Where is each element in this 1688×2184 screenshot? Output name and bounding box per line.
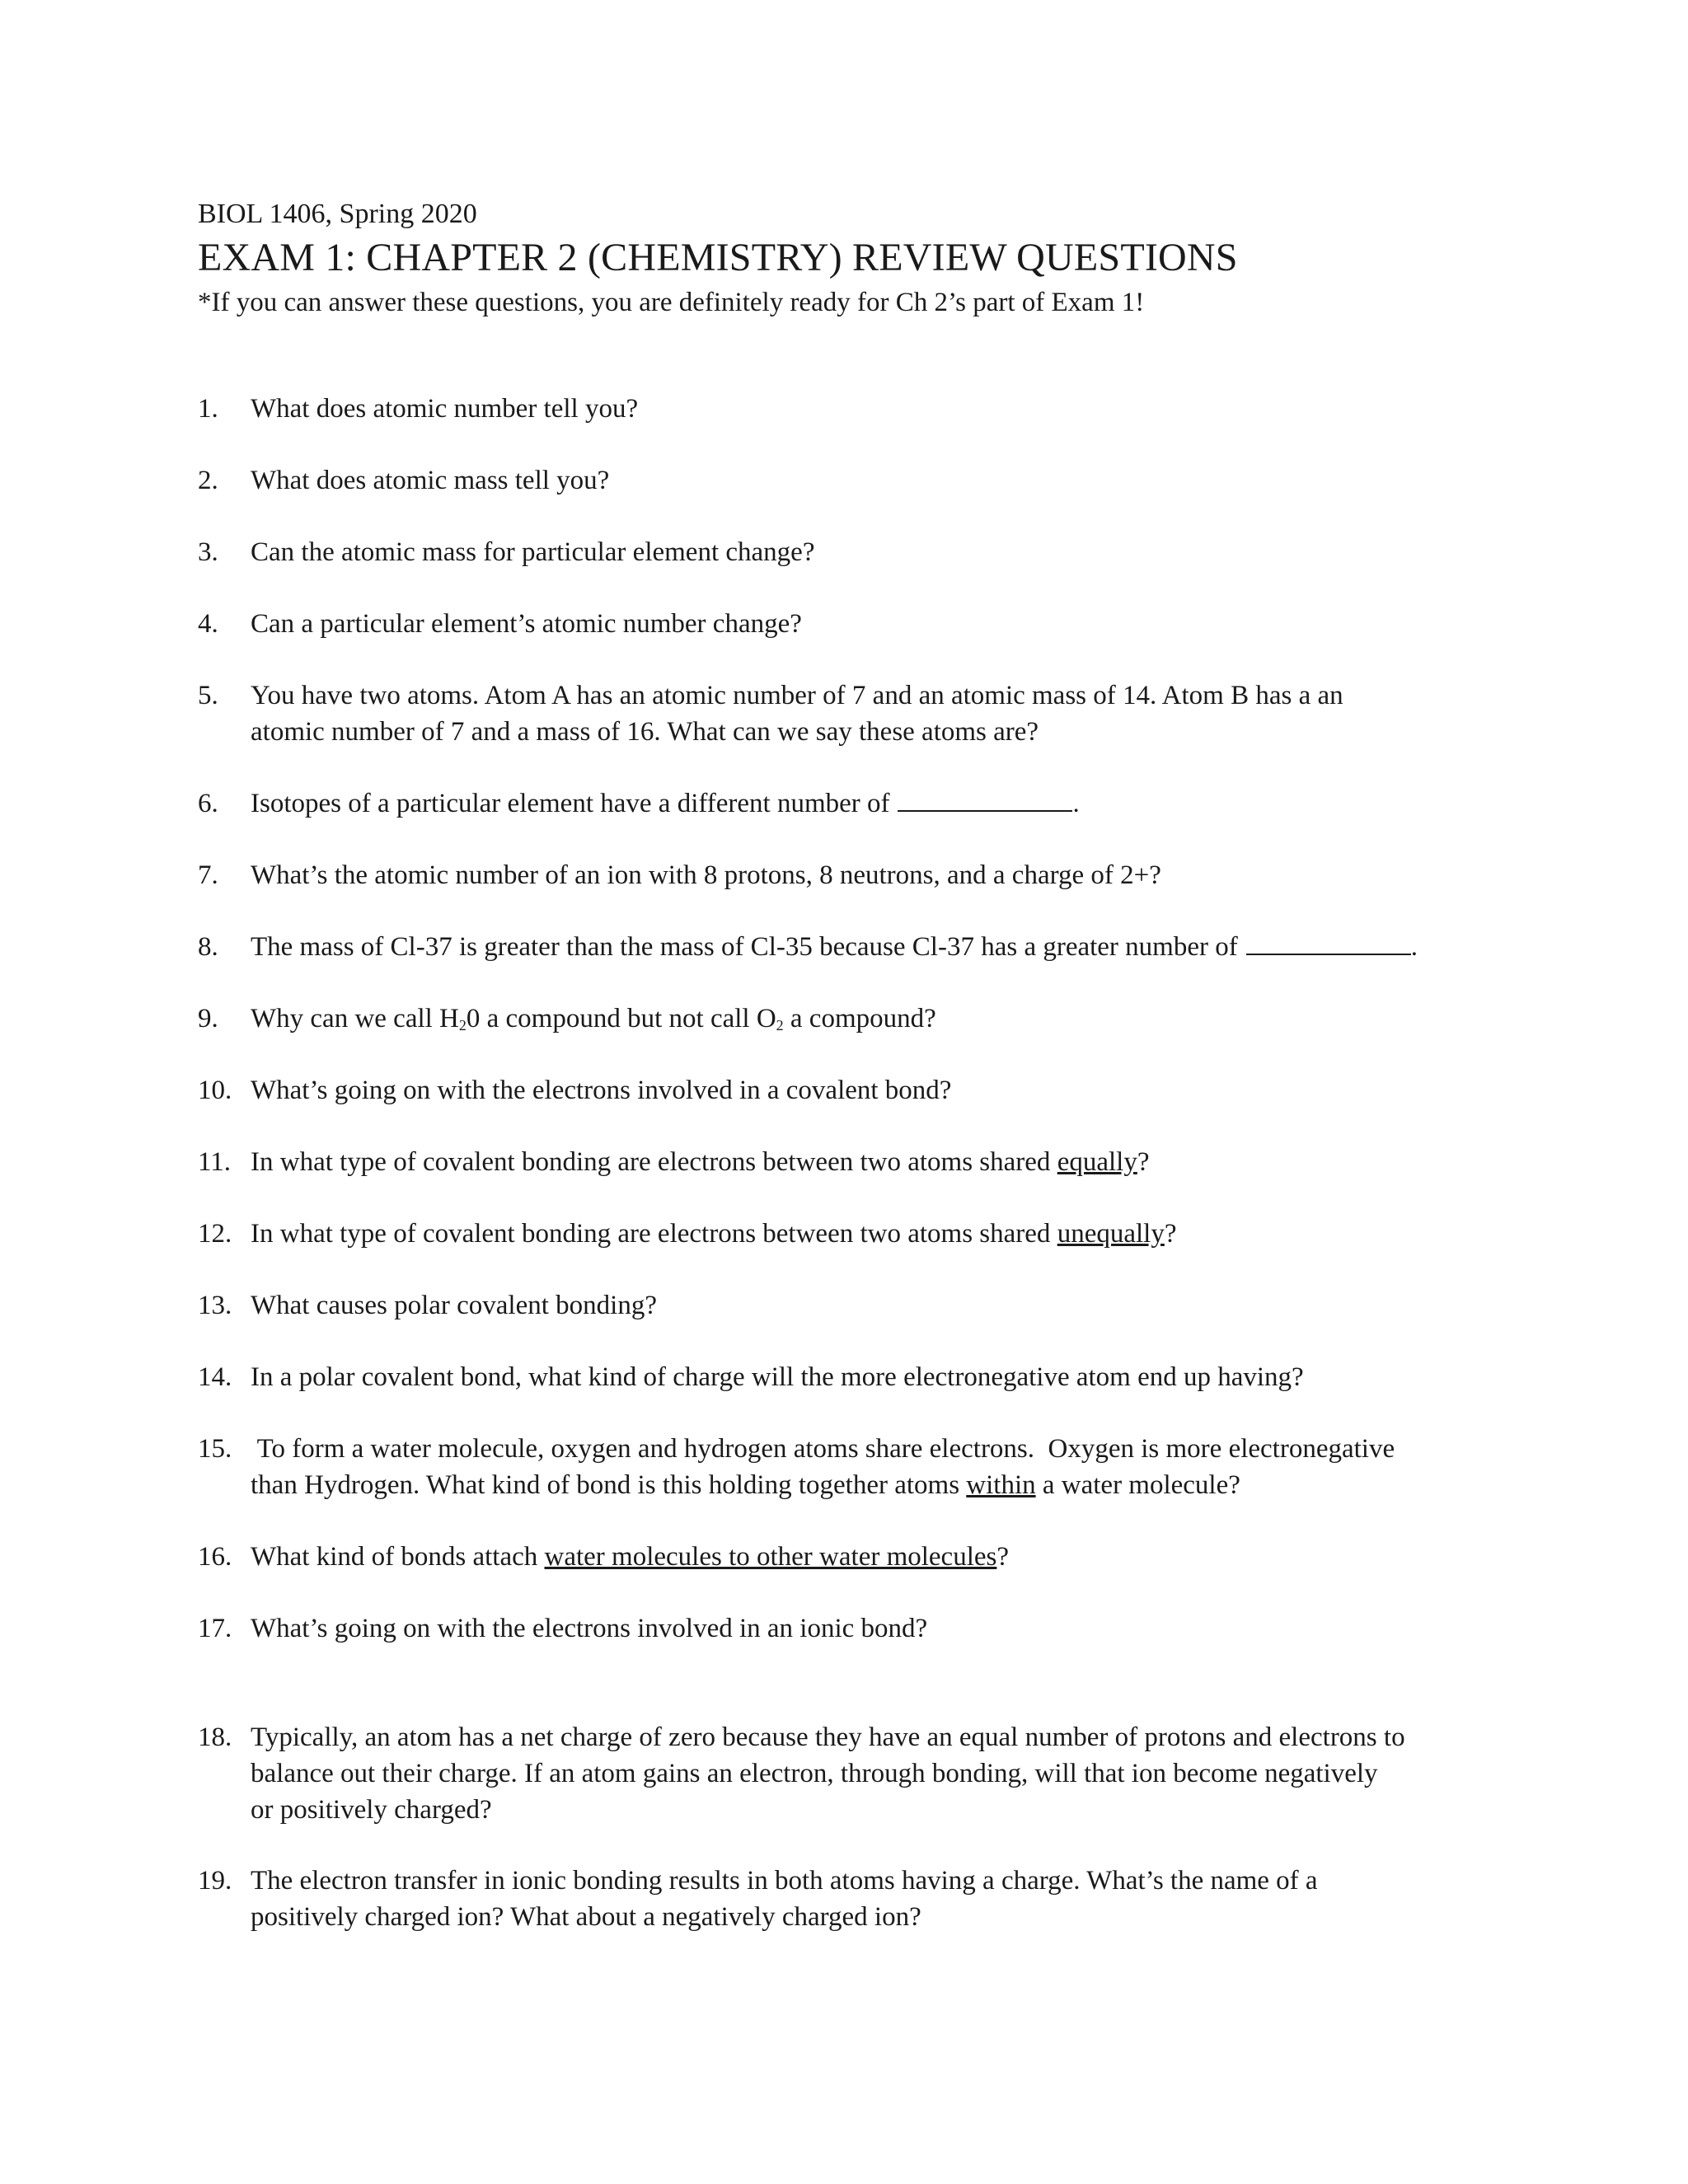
question-2 [198, 462, 1484, 499]
question-number: 18. [198, 1722, 232, 1752]
question-text [251, 1719, 1484, 1828]
underlined-term: water molecules to other water molecules [544, 1542, 997, 1572]
subscript: 2 [776, 1017, 784, 1033]
question-number: 6. [198, 789, 218, 818]
question-text-line [251, 1467, 1484, 1503]
question-text-part: Why can we call H [251, 1004, 459, 1033]
question-number: 15. [198, 1434, 232, 1464]
question-10 [198, 1072, 1484, 1108]
question-text: What’s going on with the electrons involved in a covalent bond? [251, 1076, 952, 1105]
question-text: What causes polar covalent bonding? [251, 1291, 657, 1320]
question-text-part: What kind of bonds attach [251, 1542, 545, 1572]
question-text-line: The electron transfer in ionic bonding results in both atoms having a charge. What’s the name of a [251, 1866, 1318, 1896]
question-3 [198, 534, 1484, 570]
question-text-part: 0 a compound but not call O [466, 1004, 776, 1033]
question-number: 17. [198, 1614, 232, 1643]
question-number: 2. [198, 466, 218, 495]
question-text: Can a particular element’s atomic number change? [251, 609, 802, 639]
question-text-end: ? [1164, 1219, 1177, 1249]
question-text-part: In what type of covalent bonding are electrons between two atoms shared [251, 1147, 1057, 1177]
question-16 [198, 1539, 1484, 1575]
question-text: What does atomic number tell you? [251, 394, 639, 424]
question-number: 5. [198, 681, 218, 710]
question-9 [198, 1001, 1484, 1043]
question-text: In a polar covalent bond, what kind of charge will the more electronegative atom end up having? [251, 1362, 1304, 1392]
question-text [251, 1001, 1484, 1043]
question-12 [198, 1216, 1484, 1252]
page-subtitle: *If you can answer these questions, you are definitely ready for Ch 2’s part of Exam 1! [198, 288, 1145, 317]
question-text [251, 785, 1484, 822]
question-number: 12. [198, 1219, 232, 1249]
question-number: 13. [198, 1291, 232, 1320]
question-6 [198, 785, 1484, 822]
question-number: 4. [198, 609, 218, 639]
question-18 [198, 1719, 1484, 1828]
question-text-part: than Hydrogen. What kind of bond is this holding together atoms [251, 1470, 967, 1500]
question-text [251, 929, 1484, 965]
question-text-end: . [1072, 789, 1080, 818]
question-text [251, 1863, 1484, 1935]
question-number: 14. [198, 1362, 232, 1392]
question-text: Can the atomic mass for particular element change? [251, 537, 815, 567]
question-text [251, 1144, 1484, 1180]
question-text-line: or positively charged? [251, 1795, 492, 1825]
underlined-term: within [966, 1470, 1036, 1500]
question-number: 10. [198, 1076, 232, 1105]
question-15 [198, 1431, 1484, 1503]
question-14 [198, 1359, 1484, 1395]
underlined-term: unequally [1057, 1219, 1165, 1249]
question-13 [198, 1287, 1484, 1324]
question-text: What’s going on with the electrons involved in an ionic bond? [251, 1614, 928, 1643]
question-text-line: positively charged ion? What about a negatively charged ion? [251, 1902, 921, 1932]
answer-blank[interactable] [898, 787, 1072, 812]
question-text-end: a water molecule? [1035, 1470, 1240, 1500]
question-text: What’s the atomic number of an ion with 8 protons, 8 neutrons, and a charge of 2+? [251, 860, 1161, 890]
question-text-part: In what type of covalent bonding are electrons between two atoms shared [251, 1219, 1057, 1249]
question-number: 16. [198, 1542, 232, 1572]
question-text-line: atomic number of 7 and a mass of 16. What can we say these atoms are? [251, 717, 1039, 747]
course-heading: BIOL 1406, Spring 2020 [198, 199, 477, 229]
question-number: 8. [198, 932, 218, 962]
question-5 [198, 677, 1484, 750]
subscript: 2 [458, 1017, 467, 1033]
question-text-end: . [1410, 932, 1418, 962]
question-8 [198, 929, 1484, 965]
question-11 [198, 1144, 1484, 1180]
question-text-line: To form a water molecule, oxygen and hydrogen atoms share electrons. Oxygen is more electronegative [251, 1434, 1395, 1464]
question-text: What does atomic mass tell you? [251, 466, 610, 495]
question-text [251, 1539, 1484, 1575]
question-text-part: a compound? [783, 1004, 936, 1033]
question-text [251, 1216, 1484, 1252]
question-text-line: balance out their charge. If an atom gains an electron, through bonding, will that ion become negatively [251, 1759, 1378, 1788]
question-text [251, 677, 1484, 750]
question-1 [198, 391, 1484, 427]
question-number: 7. [198, 860, 218, 890]
question-4 [198, 606, 1484, 642]
question-number: 19. [198, 1866, 232, 1896]
question-text-end: ? [996, 1542, 1010, 1572]
page-title: EXAM 1: CHAPTER 2 (CHEMISTRY) REVIEW QUESTIONS [198, 236, 1238, 279]
question-17 [198, 1610, 1484, 1647]
question-number: 1. [198, 394, 218, 424]
question-text [251, 1431, 1484, 1503]
question-text-line: Typically, an atom has a net charge of zero because they have an equal number of protons and electrons to [251, 1722, 1405, 1752]
question-text-line: You have two atoms. Atom A has an atomic number of 7 and an atomic mass of 14. Atom B has a an [251, 681, 1343, 710]
question-number: 9. [198, 1004, 218, 1033]
question-number: 11. [198, 1147, 232, 1177]
question-text-part: The mass of Cl-37 is greater than the mass of Cl-35 because Cl-37 has a greater number of [251, 932, 1238, 962]
question-text-part: Isotopes of a particular element have a different number of [251, 789, 890, 818]
question-7 [198, 857, 1484, 893]
answer-blank[interactable] [1246, 930, 1411, 955]
underlined-term: equally [1057, 1147, 1137, 1177]
question-19 [198, 1863, 1484, 1935]
question-number: 3. [198, 537, 218, 567]
question-text-end: ? [1137, 1147, 1150, 1177]
